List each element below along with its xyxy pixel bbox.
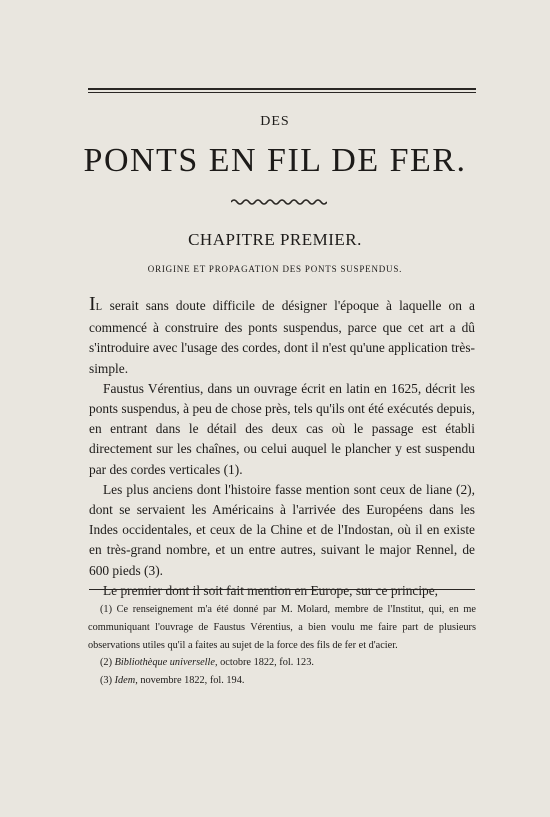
chapter-subtitle: ORIGINE ET PROPAGATION DES PONTS SUSPENDUS. — [147, 264, 403, 274]
paragraph-2: Faustus Vérentius, dans un ouvrage écrit en latin en 1625, décrit les ponts suspendus, à peu de chose près, tels qu'ils ont été exécutés depuis, en entrant dans le détail des deux cas où le passage est établi directement sur les chaînes, ou celui auquel le plancher y est suspendu par des cordes verticales (1). — [89, 380, 475, 477]
paragraph-3: Les plus anciens dont l'histoire fasse mention sont ceux de liane (2), dont se servaient les Américains à l'arrivée des Européens dans les Indes occidentales, et ceux de la Chine et de l'Indostan, où il en existe en très-grand nombre, et un entre autres, suivant le major Rennel, de 600 pieds (3). — [89, 481, 475, 578]
footnote-2-title: Bibliothèque universelle — [114, 657, 215, 669]
paragraph-1-text: serait sans doute difficile de désigner l'époque à laquelle on a commencé à construire des ponts suspendus, parce que cet art a dû s'introduire avec l'usage des cordes, dont il n'est qu'une application très-simple. — [89, 298, 475, 376]
chapter-heading: CHAPITRE PREMIER. — [188, 230, 362, 249]
body-text — [89, 293, 475, 601]
footnote-1: (1) Ce renseignement m'a été donné par M. Molard, membre de l'Institut, qui, en me communiquant l'ouvrage de Faustus Vérentius, a bien voulu me faire part de plusieurs observations utiles qu'il a faites au sujet de la force des fils de fer et d'acier. — [88, 604, 476, 651]
top-double-rule — [88, 88, 476, 93]
footnote-3-ref: , novembre 1822, fol. 194. — [135, 675, 245, 687]
drop-cap: I — [89, 293, 96, 315]
footnote-2 — [88, 654, 476, 672]
footnotes — [88, 601, 476, 690]
footnote-rule — [89, 589, 475, 590]
footnote-3-number: (3) — [100, 675, 115, 687]
paragraph-1 — [89, 293, 475, 379]
title-prefix: DES — [260, 114, 290, 129]
decorative-wave-ornament — [231, 198, 327, 206]
footnote-3-title: Idem — [114, 675, 136, 687]
footnote-2-number: (2) — [100, 657, 115, 669]
page-title: PONTS EN FIL DE FER. — [83, 142, 467, 179]
footnote-3 — [88, 672, 476, 690]
paragraph-4: Le premier dont il soit fait mention en Europe, sur ce principe, — [103, 582, 439, 598]
footnote-2-ref: , octobre 1822, fol. 123. — [214, 657, 314, 669]
small-caps-letter: L — [95, 302, 103, 313]
